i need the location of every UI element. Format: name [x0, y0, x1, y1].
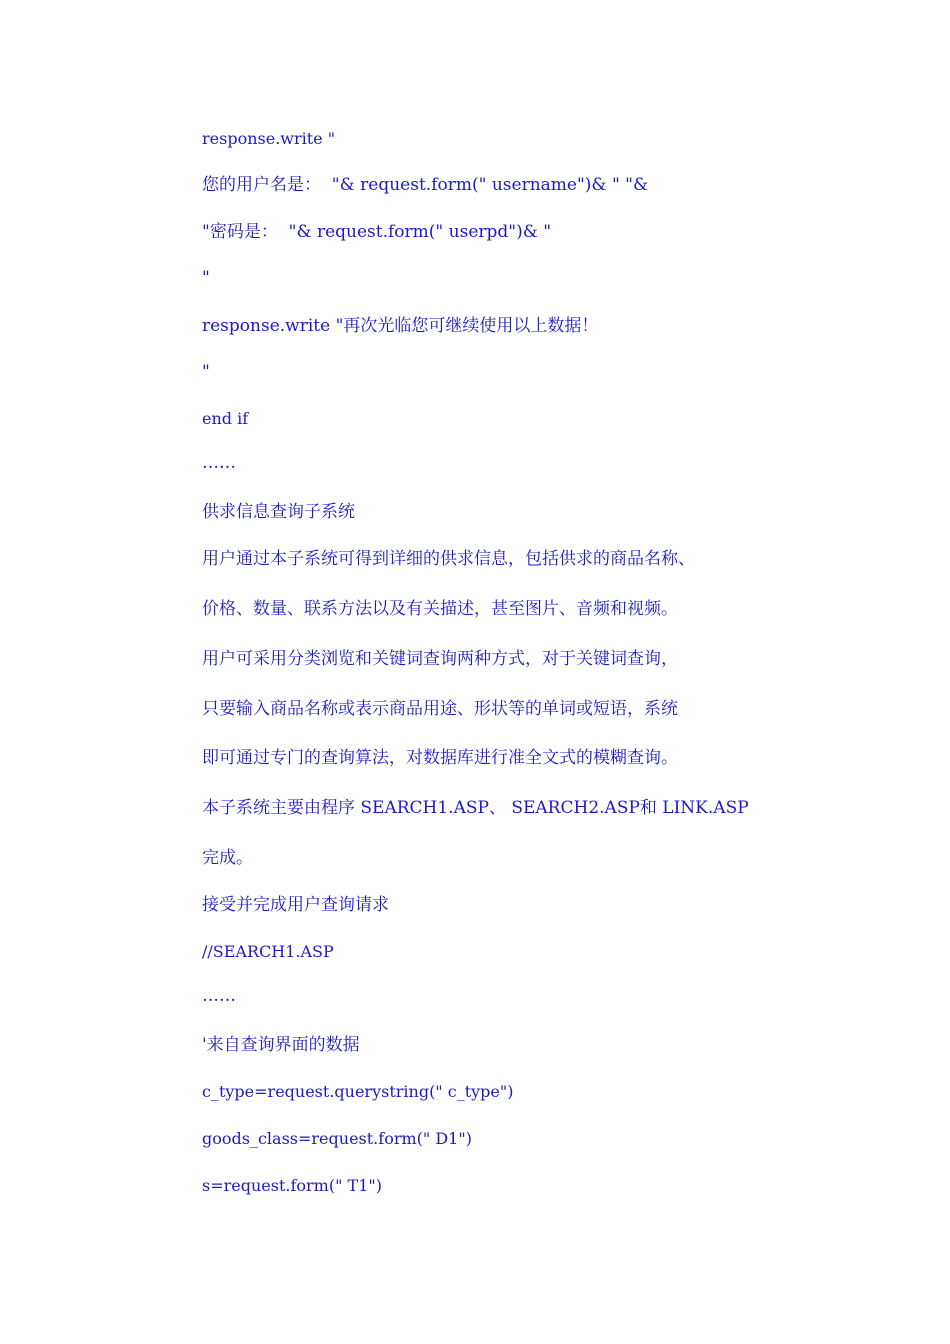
code-line-s-request: s=request.form(" T1") — [202, 1176, 382, 1195]
paragraph-line-7: 完成。 — [202, 848, 253, 868]
code-line-password-output: "密码是： "& request.form(" userpd")& " — [202, 222, 552, 242]
code-line-response-write-open: response.write " — [202, 129, 336, 148]
ellipsis-1: …… — [202, 453, 236, 473]
code-comment-search1: //SEARCH1.ASP — [202, 942, 334, 961]
code-line-quote-close: " — [202, 268, 210, 288]
code-line-quote-close-2: " — [202, 362, 210, 382]
ellipsis-2: …… — [202, 986, 236, 1006]
paragraph-line-6: 本子系统主要由程序 SEARCH1.ASP、 SEARCH2.ASP和 LINK.ASP — [202, 798, 749, 818]
code-line-end-if: end if — [202, 409, 249, 428]
subheading-accept-query: 接受并完成用户查询请求 — [202, 895, 389, 915]
code-line-username-output: 您的用户名是： "& request.form(" username")& " "& — [202, 175, 649, 195]
code-comment-query-data: '来自查询界面的数据 — [202, 1035, 360, 1055]
paragraph-line-1: 用户通过本子系统可得到详细的供求信息，包括供求的商品名称、 — [202, 549, 695, 569]
paragraph-line-2: 价格、数量、联系方法以及有关描述，甚至图片、音频和视频。 — [202, 599, 678, 619]
code-line-welcome-output: response.write "再次光临您可继续使用以上数据！ — [202, 316, 599, 336]
paragraph-line-5: 即可通过专门的查询算法，对数据库进行准全文式的模糊查询。 — [202, 748, 678, 768]
code-line-c-type: c_type=request.querystring(" c_type") — [202, 1082, 514, 1101]
paragraph-line-3: 用户可采用分类浏览和关键词查询两种方式，对于关键词查询， — [202, 649, 678, 669]
code-line-goods-class: goods_class=request.form(" D1") — [202, 1129, 472, 1148]
section-heading-search-subsystem: 供求信息查询子系统 — [202, 502, 355, 522]
paragraph-line-4: 只要输入商品名称或表示商品用途、形状等的单词或短语，系统 — [202, 699, 678, 719]
